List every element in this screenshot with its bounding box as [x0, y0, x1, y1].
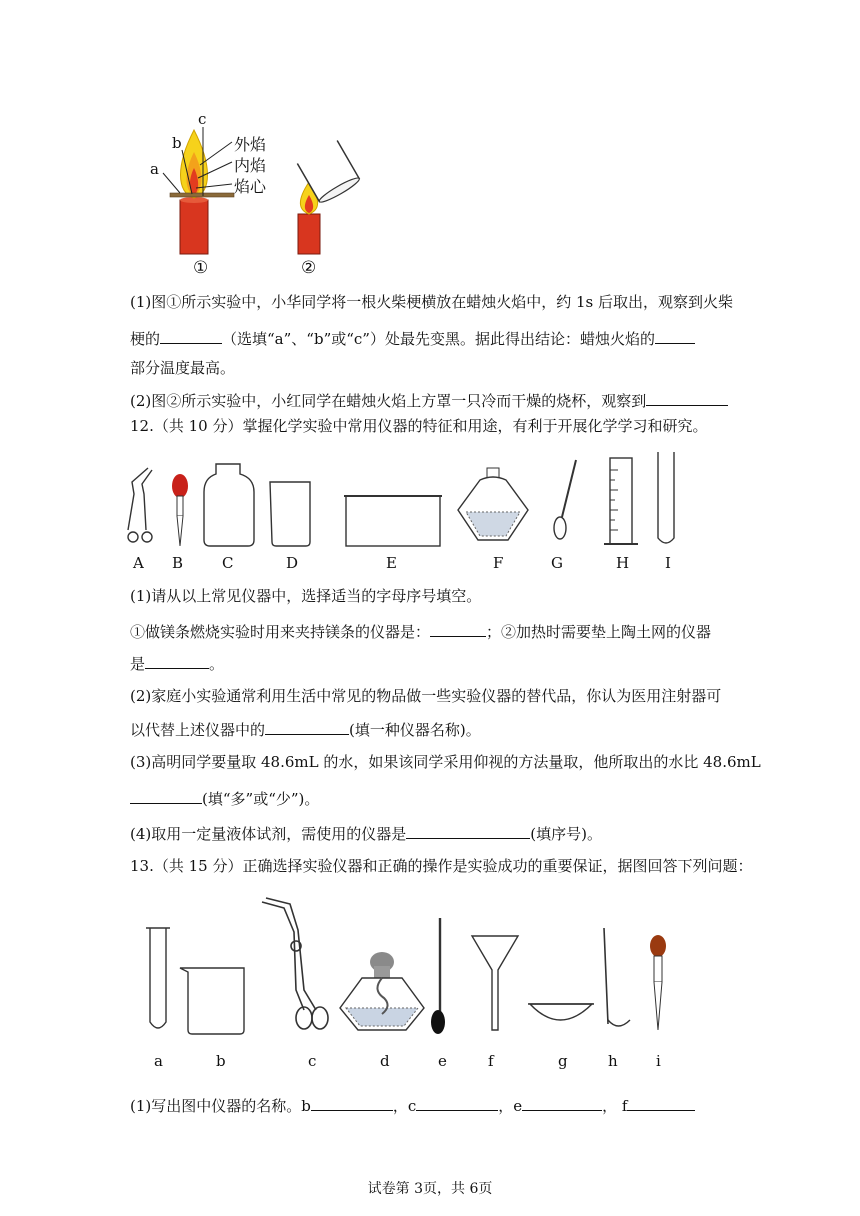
label-outer-flame: 外焰	[234, 135, 267, 154]
instrument-letter: G	[551, 554, 563, 572]
instrument-letter: a	[154, 1052, 163, 1070]
instrument-letter: d	[380, 1052, 390, 1070]
instrument-letter: H	[616, 554, 630, 572]
answer-blank[interactable]	[522, 1094, 602, 1111]
answer-blank[interactable]	[311, 1094, 393, 1111]
instrument-letter: b	[216, 1052, 226, 1070]
label-inner-flame: 内焰	[234, 156, 267, 175]
q12-part3-line1: (3)高明同学要量取 48.6mL 的水，如果该同学采用仰视的方法量取，他所取出的水比 48.6mL	[130, 753, 761, 771]
instrument-letter: c	[308, 1052, 317, 1070]
q12-part2-line2: 以代替上述仪器中的 (填一种仪器名称)。	[130, 718, 740, 740]
q12-part1-line3: 是 。	[130, 652, 740, 674]
instrument-letter: E	[386, 554, 397, 572]
instrument-letter: A	[133, 554, 144, 572]
instrument-letter: f	[488, 1052, 494, 1070]
q12-part3-line2: (填“多”或“少”)。	[130, 787, 740, 809]
caption-2: ②	[301, 258, 317, 278]
q12-part4: (4)取用一定量液体试剂，需使用的仪器是 (填序号)。	[130, 822, 740, 844]
label-b: b	[172, 134, 182, 152]
q11-part2: (2)图②所示实验中，小红同学在蜡烛火焰上方罩一只冷而干燥的烧杯，观察到	[130, 389, 740, 411]
q11-part1-line2: 梗的 （选填“a”、“b”或“c”）处最先变黑。据此得出结论：蜡烛火焰的	[130, 327, 740, 349]
label-a: a	[150, 160, 159, 178]
label-c: c	[198, 110, 207, 128]
instrument-letter: B	[172, 554, 184, 572]
instrument-letter: g	[558, 1052, 568, 1070]
instrument-letter: C	[222, 554, 234, 572]
instrument-letter: D	[286, 554, 299, 572]
q13-part1: (1)写出图中仪器的名称。b ，c ，e ， f	[130, 1094, 740, 1116]
q12-part1-line2: ①做镁条燃烧实验时用来夹持镁条的仪器是： ；②加热时需要垫上陶土网的仪器	[130, 620, 740, 642]
caption-1: ①	[193, 258, 209, 278]
answer-blank[interactable]	[416, 1094, 498, 1111]
q12-part2-line1: (2)家庭小实验通常利用生活中常见的物品做一些实验仪器的替代品，你认为医用注射器可	[130, 687, 722, 705]
page-footer: 试卷第 3页，共 6页	[367, 1181, 493, 1197]
q12-title: 12.（共 10 分）掌握化学实验中常用仪器的特征和用途，有利于开展化学学习和研究。	[130, 417, 708, 435]
instrument-letter: h	[608, 1052, 618, 1070]
q12-part1: (1)请从以上常见仪器中，选择适当的字母序号填空。	[130, 587, 482, 605]
instrument-letter: I	[665, 554, 671, 572]
instrument-letter: e	[438, 1052, 447, 1070]
instrument-letter: i	[656, 1052, 661, 1070]
answer-blank[interactable]	[627, 1094, 695, 1111]
instrument-letter: F	[493, 554, 504, 572]
q11-part1-line1: (1)图①所示实验中，小华同学将一根火柴梗横放在蜡烛火焰中，约 1s 后取出，观察到火柴	[130, 293, 734, 311]
q13-title: 13.（共 15 分）正确选择实验仪器和正确的操作是实验成功的重要保证，据图回答下列问题：	[130, 857, 753, 875]
label-flame-core: 焰心	[234, 177, 267, 196]
q11-part1-line3: 部分温度最高。	[130, 359, 236, 377]
